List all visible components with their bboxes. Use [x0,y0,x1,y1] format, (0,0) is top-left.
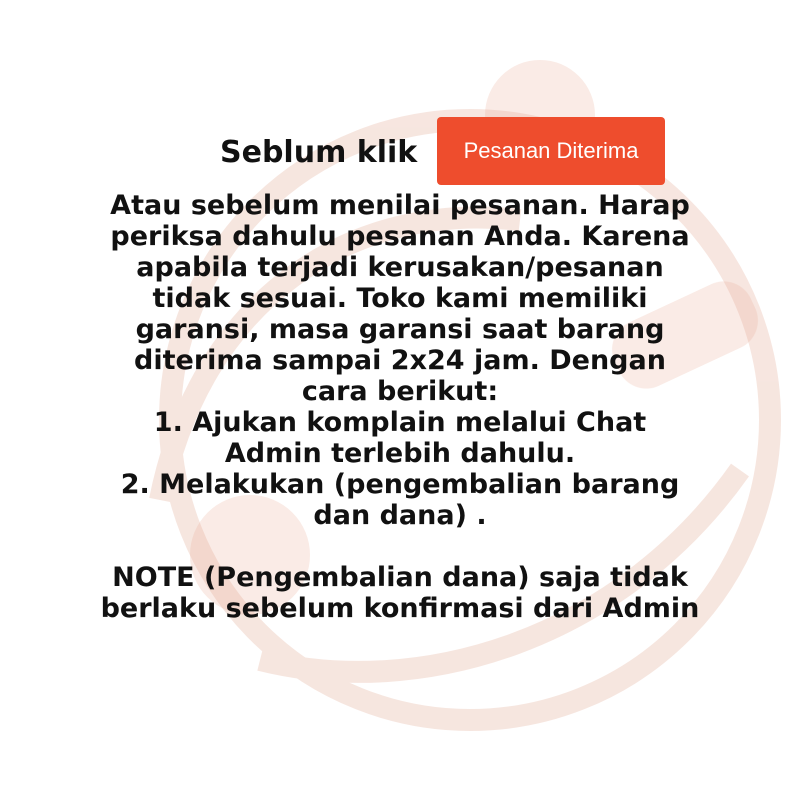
order-received-button[interactable]: Pesanan Diterima [437,117,665,185]
paragraph-line: 2. Melakukan (pengembalian barang [120,469,680,500]
paragraph-line: diterima sampai 2x24 jam. Dengan [134,345,666,376]
note-line: NOTE (Pengembalian dana) saja tidak [112,562,688,593]
paragraph-line: cara berikut: [301,376,499,407]
paragraph-line: 1. Ajukan komplain melalui Chat [153,407,647,438]
paragraph-line: garansi, masa garansi saat barang [135,314,665,345]
note-line: berlaku sebelum konfirmasi dari Admin [100,593,700,624]
paragraph-line: Admin terlebih dahulu. [224,438,576,469]
paragraph-line: periksa dahulu pesanan Anda. Karena [110,221,690,252]
header-row [0,117,800,185]
paragraph-line: Atau sebelum menilai pesanan. Harap [110,190,690,221]
paragraph-line: tidak sesuai. Toko kami memiliki [152,283,648,314]
paragraph-gap [40,531,760,562]
lead-text: Seblum klik [220,135,418,170]
paragraph-line: apabila terjadi kerusakan/pesanan [136,252,664,283]
paragraph-line: dan dana) . [313,500,487,531]
instructions-text [40,190,760,624]
